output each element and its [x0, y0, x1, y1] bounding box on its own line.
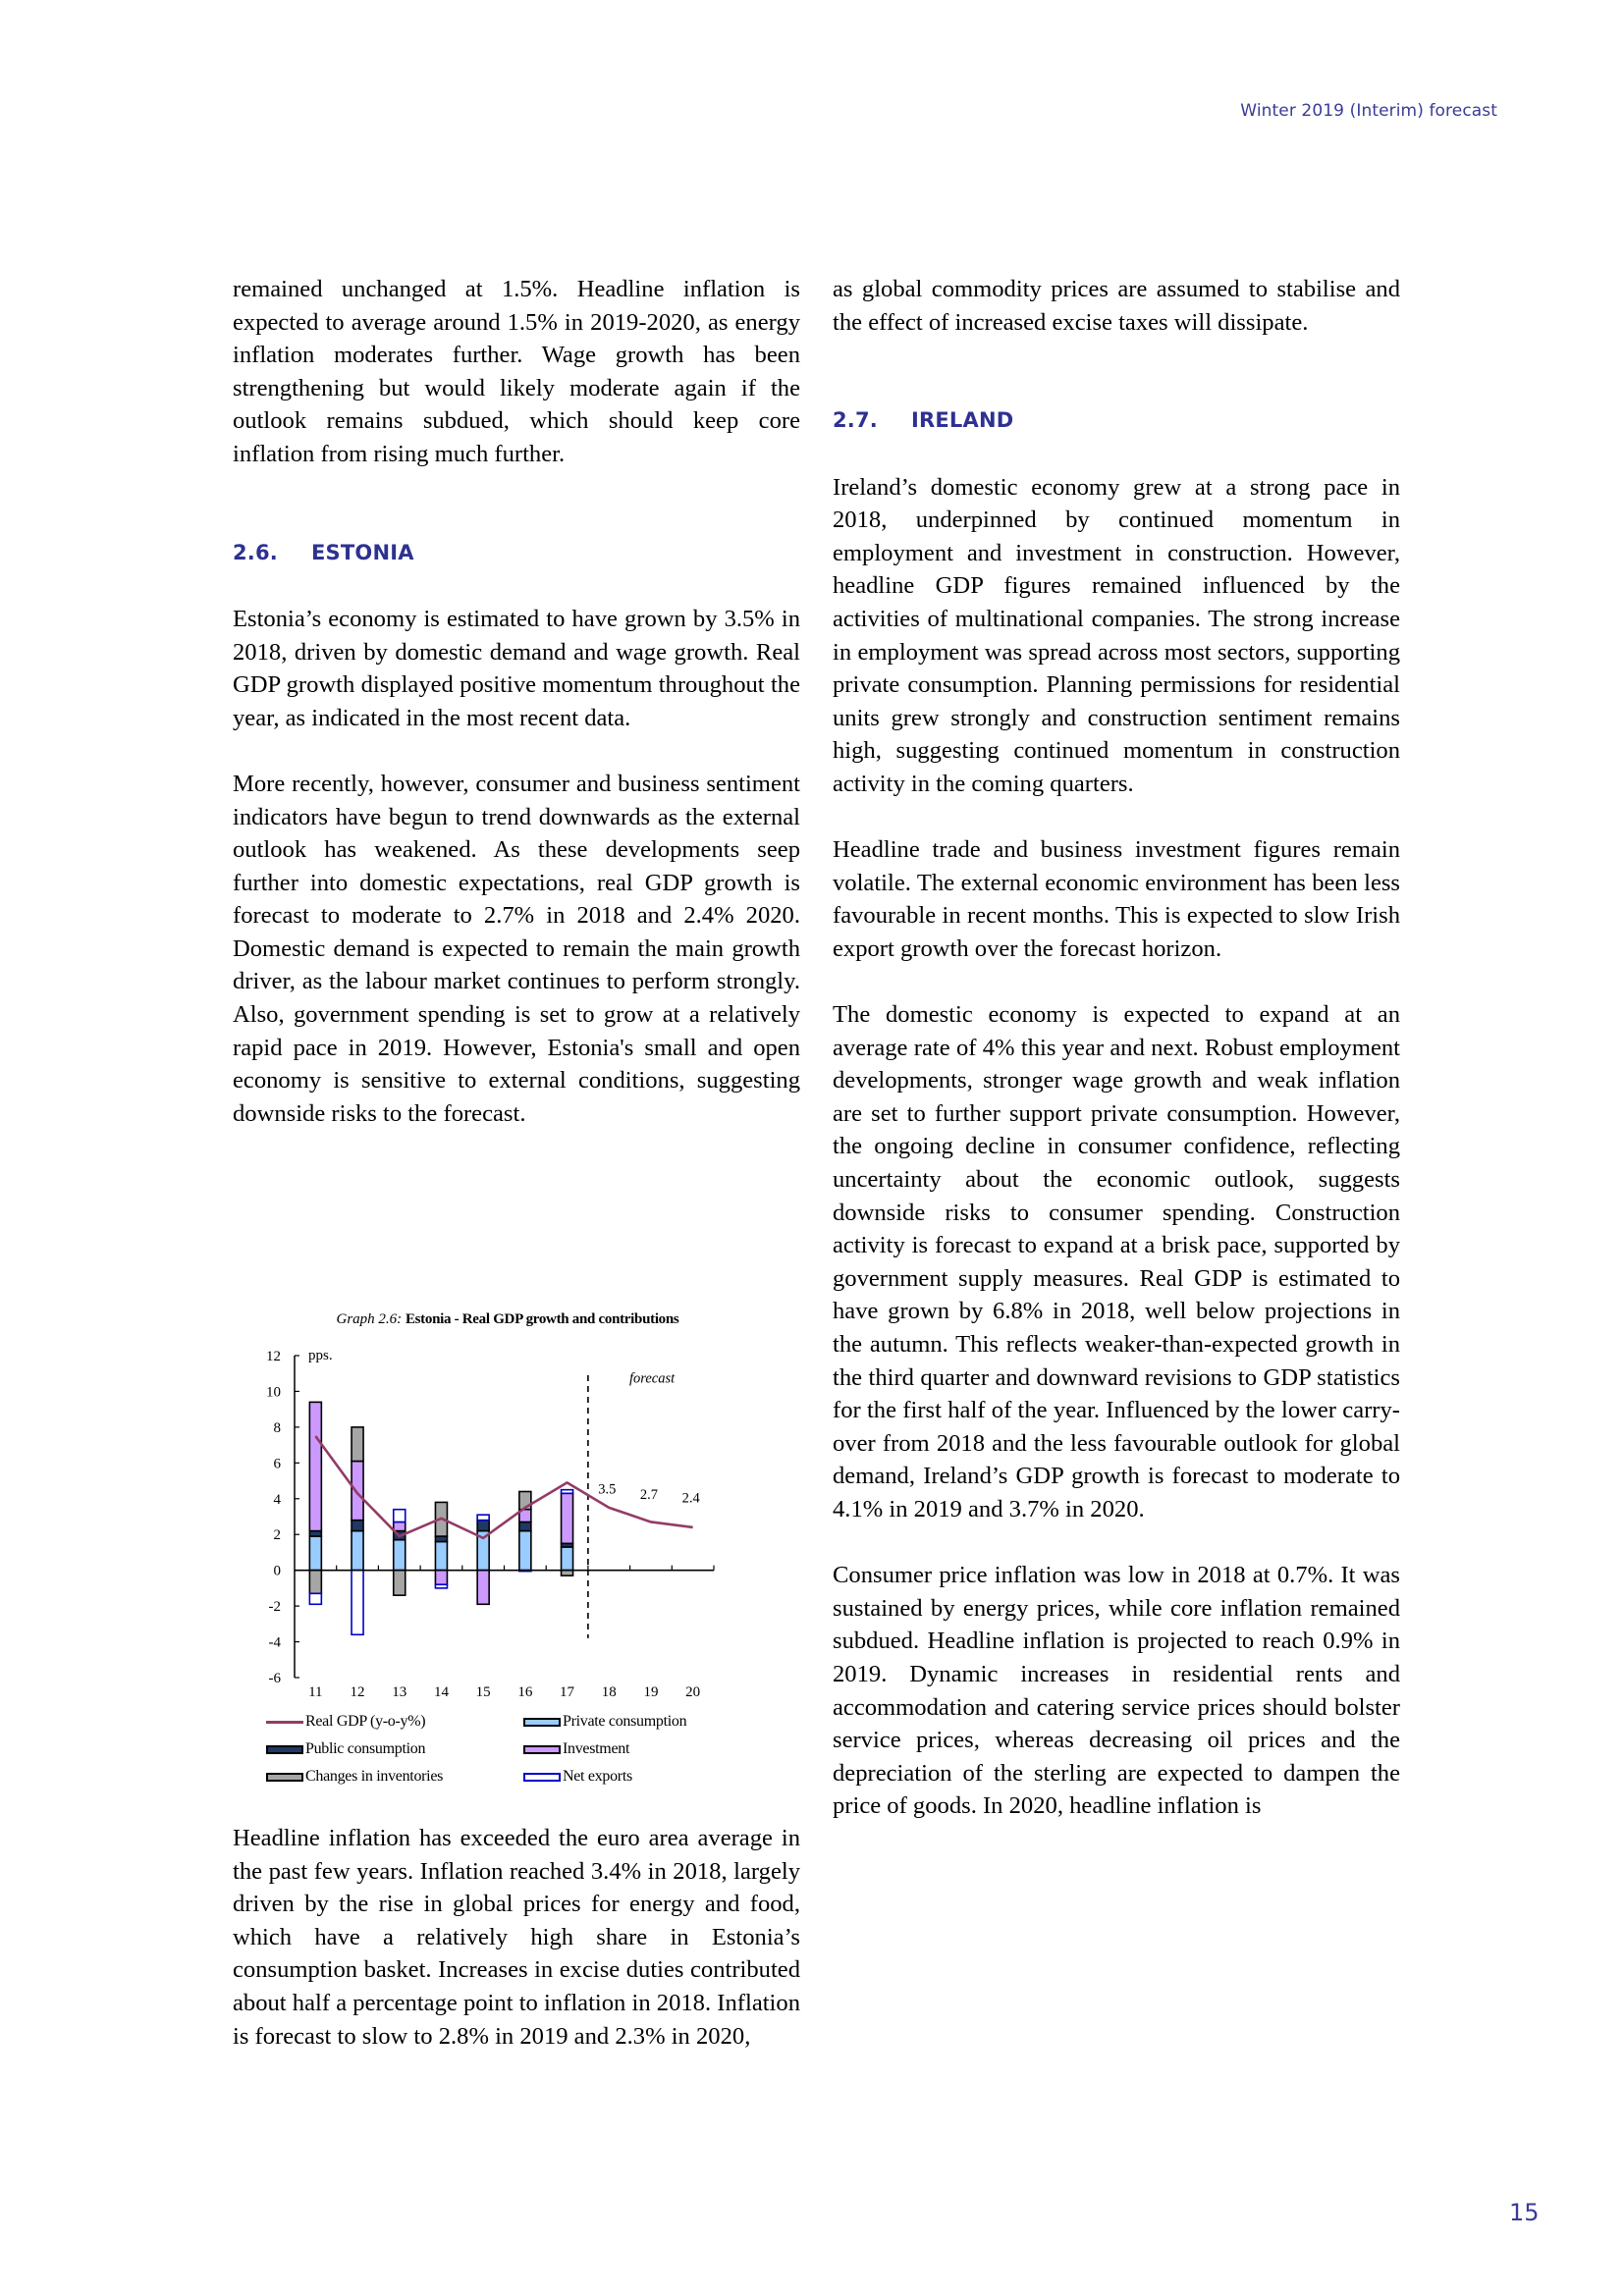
y-tick-label: -2 — [268, 1599, 281, 1616]
legend-box-swatch-icon — [523, 1773, 561, 1782]
bar-segment — [477, 1515, 489, 1520]
x-tick-label: 13 — [392, 1684, 407, 1700]
bar-segment — [352, 1571, 363, 1635]
legend-label: Changes in inventories — [305, 1768, 444, 1785]
y-tick-label: 2 — [273, 1527, 281, 1544]
x-tick-label: 17 — [560, 1684, 575, 1700]
legend-item — [523, 1710, 781, 1734]
bar-segment — [352, 1427, 363, 1462]
section-heading-estonia — [233, 537, 800, 570]
y-tick-label: 10 — [266, 1384, 281, 1401]
legend-box-swatch-icon — [266, 1745, 303, 1754]
paragraph: Headline trade and business investment figures remain volatile. The external economic environment has been less favourable in recent months. This is expected to slow Irish export growth over the forecast horizon. — [833, 836, 1400, 962]
bar-segment — [394, 1510, 406, 1522]
x-tick-label: 18 — [601, 1684, 617, 1700]
page-number: 15 — [1509, 2199, 1540, 2226]
x-tick-label: 19 — [643, 1684, 659, 1700]
chart-plot — [233, 1296, 802, 1708]
paragraph: More recently, however, consumer and business sentiment indicators have begun to trend downwards as the external outlook has weakened. As these developments seep further into domestic expectations, real GDP growth is forecast to moderate to 2.7% in 2018 and 2.4% 2020. Domestic demand is expected to remain the main growth driver, as the labour market continues to perform strongly. Also, government spending is set to grow at a relatively rapid pace in 2019. However, Estonia's small and open economy is sensitive to external conditions, suggesting downside risks to the forecast. — [233, 770, 800, 1127]
y-tick-label: 8 — [273, 1419, 281, 1436]
paragraph: The domestic economy is expected to expand at an average rate of 4% this year and next. Robust employment developments, stronger wage growth and weak inflation are set to further support private consumption. However, the ongoing decline in consumer confidence, reflecting uncertainty about the economic outlook, suggests downside risks to consumer spending. Construction activity is forecast to expand at a brisk pace, supported by government supply measures. Real GDP is estimated to have grown by 6.8% in 2018, well below projections in the autumn. This reflects weaker-than-expected growth in the third quarter and downward revisions to GDP statistics for the first half of the year. Influenced by the lower carry-over from 2018 and the less favourable outlook for global demand, Ireland’s GDP growth is forecast to moderate to 4.1% in 2019 and 3.7% in 2020. — [833, 1001, 1400, 1522]
legend-box-swatch-icon — [266, 1773, 303, 1782]
bar-segment — [519, 1522, 531, 1530]
forecast-label: forecast — [628, 1370, 676, 1387]
paragraph: Estonia’s economy is estimated to have grown by 3.5% in 2018, driven by domestic demand and wage growth. Real GDP growth displayed positive momentum throughout the year, as indicated in the most recent data. — [233, 605, 800, 731]
bar-segment — [309, 1531, 321, 1536]
bar-segment — [477, 1571, 489, 1605]
left-column — [233, 273, 800, 1130]
paragraph: Ireland’s domestic economy grew at a strong pace in 2018, underpinned by continued momentum in employment and investment in construction. However, headline GDP figures remained influenced by the activities of multinational companies. The strong increase in employment was spread across most sectors, supporting private consumption. Planning permissions for residential units grew strongly and construction sentiment remains high, suggesting continued momentum in construction activity in the coming quarters. — [833, 473, 1400, 797]
bar-segment — [477, 1521, 489, 1531]
bar-segment — [435, 1536, 447, 1541]
y-unit-label: pps. — [308, 1348, 333, 1363]
y-tick-label: 0 — [273, 1563, 281, 1579]
bar-segment — [309, 1593, 321, 1604]
graph-2-6 — [233, 1296, 802, 1787]
legend-line-swatch-icon — [266, 1721, 303, 1724]
section-title: IRELAND — [911, 408, 1014, 433]
x-tick-label: 15 — [475, 1684, 491, 1700]
bar-segment — [352, 1531, 363, 1571]
legend-box-swatch-icon — [523, 1718, 561, 1727]
real-gdp-line — [315, 1436, 692, 1538]
section-heading-ireland — [833, 404, 1400, 438]
bar-segment — [352, 1521, 363, 1531]
x-tick-label: 20 — [685, 1684, 701, 1700]
y-tick-label: 4 — [273, 1491, 281, 1508]
bar-segment — [435, 1571, 447, 1585]
bar-segment — [394, 1540, 406, 1571]
legend-item — [266, 1710, 523, 1734]
y-tick-label: -4 — [268, 1634, 281, 1651]
chart-title-main: Estonia - Real GDP growth and contributions — [405, 1311, 679, 1327]
legend-item — [523, 1765, 781, 1789]
bar-segment — [562, 1547, 573, 1571]
section-number: 2.7. — [833, 408, 878, 433]
bar-segment — [435, 1542, 447, 1571]
bar-segment — [394, 1571, 406, 1596]
bar-segment — [309, 1571, 321, 1594]
bar-segment — [562, 1493, 573, 1543]
y-tick-label: -6 — [268, 1671, 281, 1686]
legend-label: Private consumption — [563, 1713, 687, 1730]
legend-item — [523, 1737, 781, 1761]
chart-title-prefix: Graph 2.6: — [336, 1311, 403, 1327]
legend-item — [266, 1737, 523, 1761]
chart-title — [233, 1309, 783, 1329]
right-column — [833, 273, 1400, 1823]
bar-segment — [309, 1402, 321, 1530]
bar-segment — [394, 1522, 406, 1530]
legend-box-swatch-icon — [523, 1745, 561, 1754]
data-label: 3.5 — [598, 1481, 617, 1498]
legend-label: Real GDP (y-o-y%) — [305, 1713, 426, 1730]
section-number: 2.6. — [233, 540, 278, 564]
bar-segment — [435, 1584, 447, 1588]
bar-segment — [519, 1531, 531, 1571]
paragraph: as global commodity prices are assumed to stabilise and the effect of increased excise taxes will dissipate. — [833, 276, 1400, 336]
section-title: ESTONIA — [311, 540, 414, 564]
legend-label: Public consumption — [305, 1740, 426, 1757]
legend-label: Net exports — [563, 1768, 632, 1785]
x-tick-label: 14 — [433, 1684, 449, 1700]
legend-item — [266, 1765, 523, 1789]
y-tick-label: 12 — [266, 1349, 281, 1364]
y-tick-label: 6 — [273, 1456, 281, 1472]
x-tick-label: 12 — [350, 1684, 365, 1700]
running-header: Winter 2019 (Interim) forecast — [1240, 101, 1497, 121]
left-column-lower — [233, 1822, 800, 2053]
x-tick-label: 11 — [308, 1684, 323, 1700]
paragraph: Headline inflation has exceeded the euro area average in the past few years. Inflation reached 3.4% in 2018, largely driven by the rise in global prices for energy and food, which have a relatively high share in Estonia’s consumption basket. Increases in excise duties contributed about half a percentage point to inflation in 2018. Inflation is forecast to slow to 2.8% in 2019 and 2.3% in 2020, — [233, 1825, 800, 2050]
x-tick-label: 16 — [517, 1684, 533, 1700]
bar-segment — [562, 1490, 573, 1494]
bar-segment — [309, 1536, 321, 1571]
data-label: 2.7 — [639, 1486, 659, 1503]
data-label: 2.4 — [681, 1490, 700, 1507]
bar-segment — [352, 1462, 363, 1521]
paragraph: remained unchanged at 1.5%. Headline inflation is expected to average around 1.5% in 2019-2020, as energy inflation moderates further. Wage growth has been strengthening but would likely moderate again if the outlook remains subdued, which should keep core inflation from rising much further. — [233, 276, 800, 467]
paragraph: Consumer price inflation was low in 2018 at 0.7%. It was sustained by energy prices, while core inflation remained subdued. Headline inflation is projected to reach 0.9% in 2019. Dynamic increases in residential rents and accommodation and catering service prices should bolster service prices, whereas decreasing oil prices and the depreciation of the sterling are expected to dampen the price of goods. In 2020, headline inflation is — [833, 1562, 1400, 1820]
legend-label: Investment — [563, 1740, 630, 1757]
bar-segment — [562, 1571, 573, 1575]
chart-legend — [266, 1710, 796, 1789]
